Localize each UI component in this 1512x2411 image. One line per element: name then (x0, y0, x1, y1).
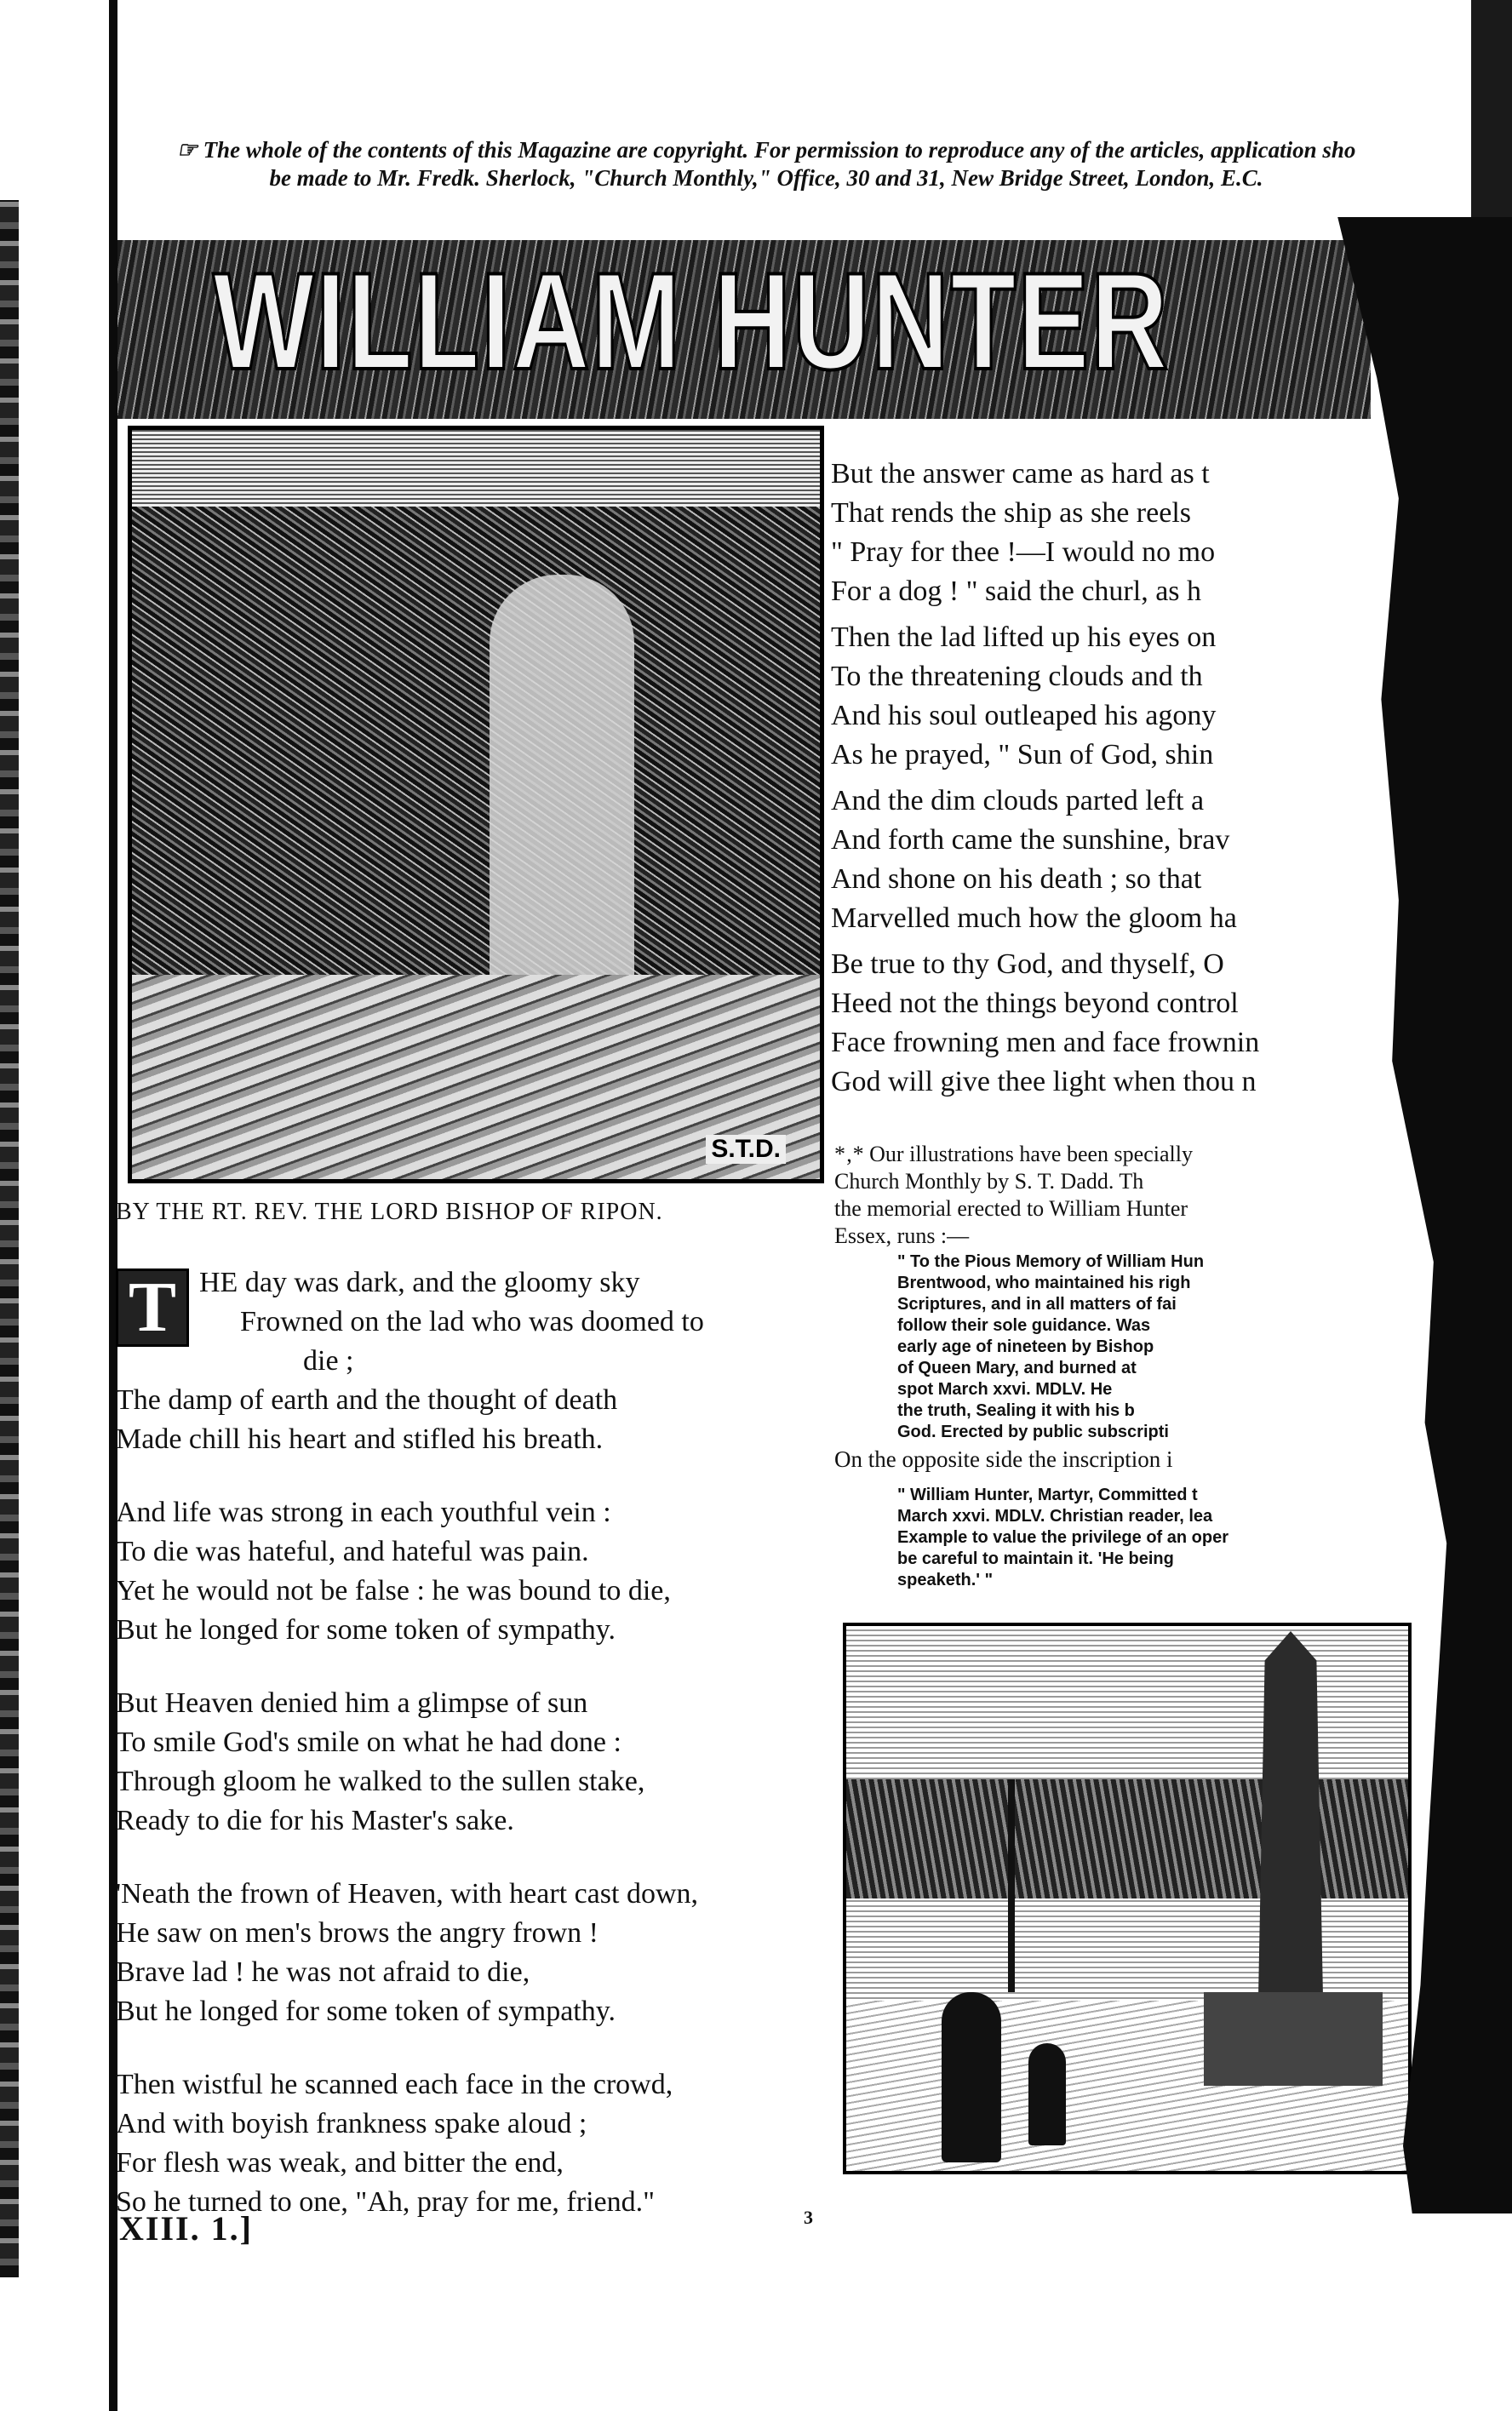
note-line: *‚* Our illustrations have been specially (834, 1142, 1193, 1166)
poem-line: Made chill his heart and stifled his breath. (116, 1423, 604, 1455)
inscription-line: Scriptures, and in all matters of fai (897, 1295, 1177, 1314)
illustration-child (1028, 2043, 1066, 2145)
note-line: Essex, runs :— (834, 1223, 970, 1248)
poem-line: Then the lad lifted up his eyes on (831, 621, 1217, 653)
poem-line: Frowned on the lad who was doomed to (240, 1306, 704, 1337)
martyr-illustration (128, 426, 824, 1183)
poem-line: " Pray for thee !—I would no mo (831, 536, 1216, 568)
poem-line: But Heaven denied him a glimpse of sun (116, 1687, 588, 1719)
inscription-line: speaketh.' " (897, 1571, 994, 1589)
copyright-notice: ☞ The whole of the contents of this Magazine are copyright. For permission to reproduce any of the articles, application sho be made to Mr. Fredk. Sherlock, "Church Monthly," Office, 30 and 31, New Bridge Street, London, E.C. (176, 137, 1356, 191)
stanza-7 (831, 618, 1259, 775)
poem-line: Through gloom he walked to the sullen stake, (116, 1766, 645, 1797)
memorial-inscription (897, 1251, 1204, 1443)
poem-line: As he prayed, " Sun of God, shin (831, 739, 1214, 770)
inscription-line: the truth, Sealing it with his b (897, 1401, 1135, 1420)
banner-title: WILLIAM HUNTER (213, 244, 1170, 398)
poem-line: And with boyish frankness spake aloud ; (116, 2108, 587, 2139)
stanza-2 (116, 1493, 704, 1650)
poem-line: That rends the ship as she reels (831, 497, 1191, 529)
poem-line: To die was hateful, and hateful was pain. (116, 1536, 589, 1567)
stanza-6 (831, 455, 1259, 611)
stanza-3 (116, 1684, 704, 1841)
poem-line: And shone on his death ; so that (831, 863, 1202, 895)
poem-line: But he longed for some token of sympathy. (116, 1614, 616, 1646)
poem-line: die ; (303, 1345, 354, 1377)
inscription-line: Brentwood, who maintained his righ (897, 1274, 1191, 1292)
poem-line: To the threatening clouds and th (831, 661, 1203, 692)
inscription-line: be careful to maintain it. 'He being (897, 1549, 1174, 1568)
inscription-line: " To the Pious Memory of William Hun (897, 1252, 1205, 1271)
illustration-pole (1008, 1779, 1015, 1992)
facing-page-edge-light (19, 1260, 31, 1464)
poem-line: Ready to die for his Master's sake. (116, 1805, 514, 1836)
poem-line: But the answer came as hard as t (831, 458, 1210, 490)
poem-line: Brave lad ! he was not afraid to die, (116, 1956, 530, 1988)
inscription-line: " William Hunter, Martyr, Committed t (897, 1486, 1198, 1504)
stanza-1 (116, 1263, 704, 1459)
facing-page-edge (0, 200, 19, 2277)
poem-line: For a dog ! " said the churl, as h (831, 576, 1202, 607)
poem-line: HE day was dark, and the gloomy sky (199, 1267, 640, 1298)
poem-line: For flesh was weak, and bitter the end, (116, 2147, 564, 2179)
obelisk-monument (1258, 1631, 1323, 1997)
poem-line: The damp of earth and the thought of death (116, 1384, 618, 1416)
poem-line: Yet he would not be false : he was bound to die, (116, 1575, 671, 1606)
drop-cap: T (116, 1268, 189, 1347)
torn-page-corner (1396, 2213, 1512, 2411)
illustration-note (834, 1141, 1193, 1250)
poem-left-column (116, 1263, 704, 2256)
page-number: 3 (804, 2207, 813, 2228)
stanza-8 (831, 782, 1259, 938)
opposite-side-line: On the opposite side the inscription i (834, 1446, 1173, 1472)
poem-line: Face frowning men and face frownin (831, 1027, 1260, 1058)
note-line: the memorial erected to William Hunter (834, 1196, 1188, 1221)
illustrator-signature: S.T.D. (706, 1135, 786, 1164)
memorial-illustration (843, 1623, 1412, 2174)
opposite-inscription (897, 1485, 1228, 1591)
author-byline: BY THE RT. REV. THE LORD BISHOP OF RIPON. (116, 1199, 663, 1225)
poem-line: Heed not the things beyond control (831, 988, 1239, 1019)
inscription-line: March xxvi. MDLV. Christian reader, lea (897, 1507, 1213, 1526)
inscription-line: of Queen Mary, and burned at (897, 1359, 1137, 1377)
poem-line: So he turned to one, "Ah, pray for me, friend." (116, 2186, 655, 2218)
inscription-line: spot March xxvi. MDLV. He (897, 1380, 1113, 1399)
signature-mark: XIII. 1.] (119, 2209, 253, 2248)
poem-line: Be true to thy God, and thyself, O (831, 948, 1224, 980)
poem-line: God will give thee light when thou n (831, 1066, 1257, 1097)
inscription-line: Example to value the privilege of an oper (897, 1528, 1228, 1547)
poem-line: And his soul outleaped his agony (831, 700, 1217, 731)
poem-line: He saw on men's brows the angry frown ! (116, 1917, 598, 1949)
poem-line: And forth came the sunshine, brav (831, 824, 1230, 856)
poem-line: And the dim clouds parted left a (831, 785, 1205, 816)
stanza-5 (116, 2065, 704, 2222)
poem-line: Marvelled much how the gloom ha (831, 902, 1237, 934)
monument-base (1204, 1992, 1383, 2086)
poem-line: 'Neath the frown of Heaven, with heart cast down, (116, 1878, 699, 1910)
note-line: Church Monthly by S. T. Dadd. Th (834, 1169, 1144, 1194)
inscription-line: follow their sole guidance. Was (897, 1316, 1151, 1335)
poem-line: And life was strong in each youthful vein : (116, 1497, 611, 1528)
poem-line: But he longed for some token of sympathy. (116, 1996, 616, 2027)
poem-line: To smile God's smile on what he had done : (116, 1727, 621, 1758)
inscription-line: early age of nineteen by Bishop (897, 1337, 1154, 1356)
illustration-woman (942, 1992, 1001, 2162)
inscription-line: God. Erected by public subscripti (897, 1423, 1169, 1441)
poem-right-column (831, 455, 1259, 1108)
stanza-9 (831, 945, 1259, 1102)
stanza-4 (116, 1875, 704, 2031)
poem-line: Then wistful he scanned each face in the crowd, (116, 2069, 673, 2100)
illustration-sky (132, 430, 820, 507)
illustration-trees (846, 1779, 1408, 1898)
